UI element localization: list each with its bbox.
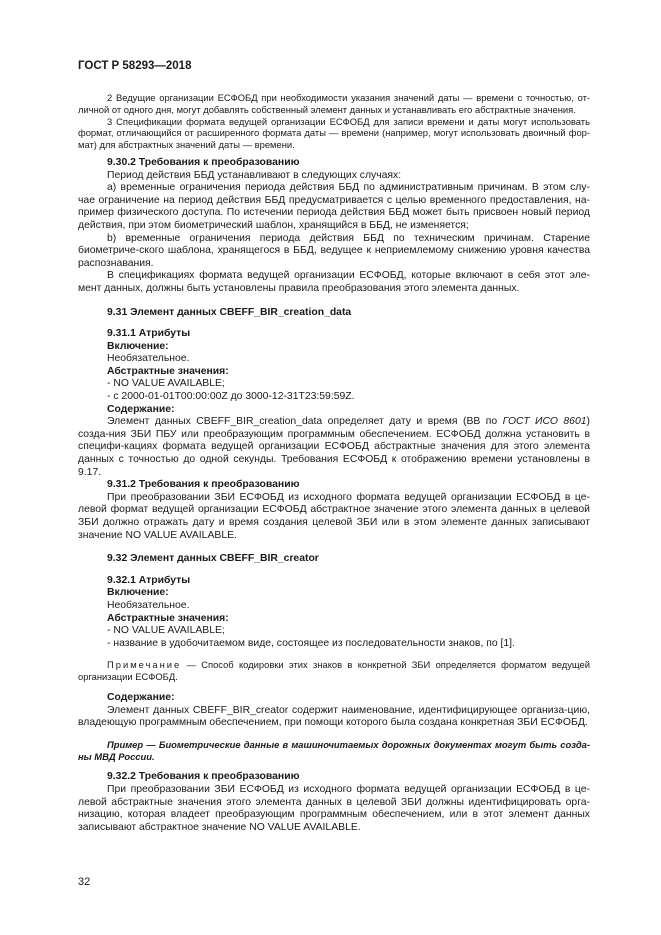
section-9-31-2-heading: 9.31.2 Требования к преобразованию (107, 479, 300, 491)
note-block (78, 659, 590, 683)
section-9-30-2-item-a: a) временные ограничения периода действия ББД по административным причинам. В этом слу-чае ограничение на период действия ББД предусматривается с целью временного предоставления, на-пример физического доступа. По истечении периода действия ББД может быть присвоен новый период действия, при этом биометрический шаблон, хранящийся в ББД, не изменяется; (78, 182, 590, 231)
section-9-31-1-heading: 9.31.1 Атрибуты (107, 328, 191, 340)
content-label: Содержание: (107, 403, 175, 415)
section-9-30-2-item-b: b) временные ограничения периода действия ББД по техническим причинам. Старение биометриче-ского шаблона, хранящегося в ББД, ведущее к неприемлемому снижению уровня качества распознавания. (78, 232, 590, 269)
abstract-values-label: Абстрактные значения: (107, 365, 229, 377)
abstract-values-label: Абстрактные значения: (107, 612, 229, 624)
note-label: Примечание (107, 659, 182, 671)
abstract-value-item: - c 2000-01-01T00:00:00Z до 3000-12-31T23:59:59Z. (107, 391, 355, 403)
inclusion-label: Включение: (107, 340, 169, 352)
content-text-end: ) созда-ния ЗБИ ПБУ или преобразующим программным обеспечением. ЕСФОБД должна установить в специфи-кациях формата ведущей организации ЕСФОБД абстрактные значения для этого элемента данных с точностью до одной секунды. Требования ЕСФОБД к отображению времени установлены в 9.17. (78, 416, 590, 478)
section-9-31-2-text: При преобразовании ЗБИ ЕСФОБД из исходного формата ведущей организации ЕСФОБД в це-левой формат ведущей организации ЕСФОБД абстрактное значение этого элемента данных в целевой ЗБИ должно отражать дату и время создания целевой ЗБИ или в этом элементе данных записывают значение NO VALUE AVAILABLE. (78, 491, 590, 541)
inclusion-value: Необязательное. (107, 353, 190, 365)
document-code-header: ГОСТ Р 58293—2018 (78, 60, 192, 72)
section-9-31-content (78, 416, 590, 479)
abstract-value-item: - NO VALUE AVAILABLE; (107, 625, 225, 637)
section-9-32-2-text: При преобразовании ЗБИ ЕСФОБД из исходного формата ведущей организации ЕСФОБД в це-левой абстрактные значения этого элемента данных в целевой ЗБИ должны идентифицировать орга-низацию, которая владеет преобразующим программным обеспечением, или в этот элемент данных записывают абстрактное значение NO VALUE AVAILABLE. (78, 783, 590, 833)
inclusion-value: Необязательное. (107, 599, 190, 611)
abstract-value-item: - NO VALUE AVAILABLE; (107, 378, 225, 390)
section-9-32-2-heading: 9.32.2 Требования к преобразованию (107, 771, 300, 783)
section-9-32-heading: 9.32 Элемент данных CBEFF_BIR_creator (107, 553, 319, 565)
example-block: Пример — Биометрические данные в машиночитаемых дорожных документах могут быть созда-ны МВД России. (78, 738, 590, 762)
section-9-30-2-intro: Период действия ББД устанавливают в следующих случаях: (107, 169, 402, 181)
section-9-32-1-heading: 9.32.1 Атрибуты (107, 574, 191, 586)
note-text: — Способ кодировки этих знаков в конкретной ЗБИ определяется форматом ведущей организации ЕСФОБД. (78, 659, 590, 683)
note-2: 2 Ведущие организации ЕСФОБД при необходимости указания значений даты — времени с точностью, от-личной от одного дня, могут добавлять собственный элемент данных и устанавливать его абстрактные значения. (78, 92, 590, 115)
section-9-30-2-rules: В спецификациях формата ведущей организации ЕСФОБД, которые включают в себя этот эле-мент данных, должны быть установлены правила преобразования этого элемента данных. (78, 270, 590, 294)
section-9-32-content: Элемент данных CBEFF_BIR_creator содержит наименование, идентифицирующее организа-цию, владеющую программным обеспечением, при помощи которого была создана конкретная ЗБИ ЕСФОБД. (78, 704, 590, 729)
content-label: Содержание: (107, 691, 175, 703)
page-content (78, 92, 590, 834)
inclusion-label: Включение: (107, 587, 169, 599)
note-3: 3 Спецификации формата ведущей организации ЕСФОБД для записи времени и даты могут использовать формат, отличающийся от расширенного формата даты — времени (например, могут использовать двоичный фор-мат) для абстрактных значений даты — времени. (78, 115, 590, 151)
section-9-30-2-heading: 9.30.2 Требования к преобразованию (107, 156, 300, 168)
section-9-31-heading: 9.31 Элемент данных CBEFF_BIR_creation_data (107, 306, 352, 318)
standard-reference: ГОСТ ИСО 8601 (502, 416, 587, 428)
content-text-start: Элемент данных CBEFF_BIR_creation_data определяет дату и время (ВВ по (107, 416, 503, 428)
abstract-value-item: - название в удобочитаемом виде, состоящее из последовательности знаков, по [1]. (107, 637, 515, 649)
page-number: 32 (78, 876, 91, 888)
